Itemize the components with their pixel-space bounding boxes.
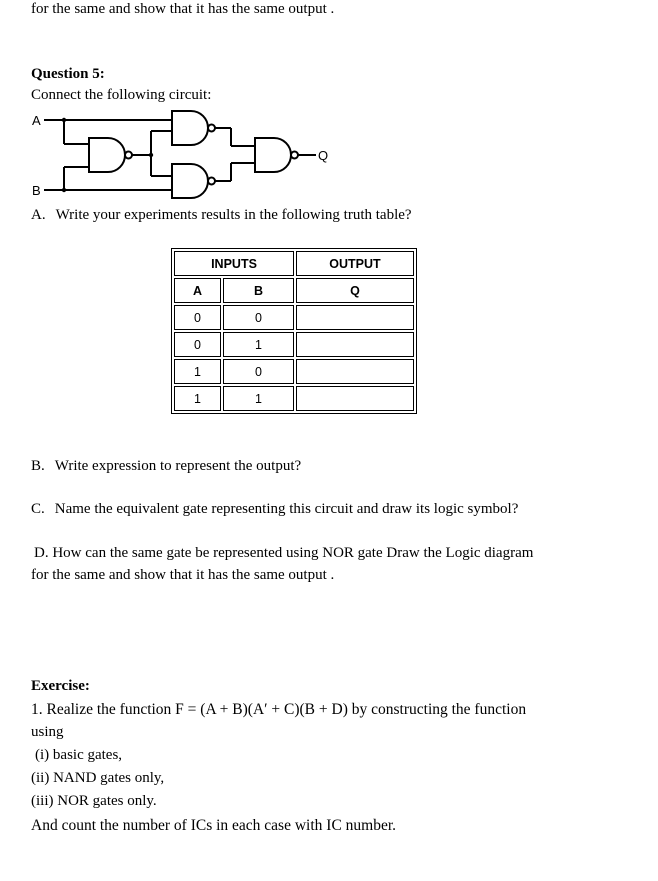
exercise-item1: (i) basic gates, [35, 747, 123, 763]
cell-b: 1 [223, 332, 294, 357]
cell-b: 0 [223, 305, 294, 330]
part-c-text: Name the equivalent gate representing this circuit and draw its logic symbol? [54, 501, 519, 517]
cell-a: 0 [174, 332, 221, 357]
col-q-header: Q [296, 278, 414, 303]
part-d-line2: for the same and show that it has the same output . [31, 567, 335, 583]
question-title: Question 5: [31, 66, 105, 82]
input-b-label: B [32, 183, 41, 198]
table-subheader-row [174, 278, 414, 303]
cell-q[interactable] [296, 305, 414, 330]
part-b-text: Write expression to represent the output? [54, 458, 302, 474]
part-b-letter: B. [31, 458, 45, 474]
part-d-line1: D. How can the same gate be represented using NOR gate Draw the Logic diagram [34, 545, 534, 561]
cell-a: 1 [174, 359, 221, 384]
col-a-header: A [174, 278, 221, 303]
table-header-row [174, 251, 414, 276]
truth-table [171, 248, 417, 414]
part-a-text: Write your experiments results in the following truth table? [55, 207, 412, 223]
cell-b: 0 [223, 359, 294, 384]
input-a-label: A [32, 113, 41, 128]
cell-q[interactable] [296, 359, 414, 384]
exercise-title: Exercise: [31, 678, 90, 694]
exercise-line1: 1. Realize the function F = (A + B)(A′ + C)(B + D) by constructing the function [31, 701, 527, 718]
nand-circuit-diagram [30, 106, 350, 201]
part-a-letter: A. [31, 207, 46, 223]
cell-q[interactable] [296, 332, 414, 357]
part-b [31, 458, 301, 475]
table-row [174, 305, 414, 330]
cell-a: 0 [174, 305, 221, 330]
part-c-letter: C. [31, 501, 45, 517]
part-a [31, 207, 412, 224]
output-header: OUTPUT [296, 251, 414, 276]
top-line: for the same and show that it has the same output . [31, 1, 335, 17]
table-row [174, 386, 414, 411]
cell-q[interactable] [296, 386, 414, 411]
exercise-line2: using [31, 724, 64, 740]
inputs-header: INPUTS [174, 251, 294, 276]
part-c [31, 501, 518, 518]
exercise-item2: (ii) NAND gates only, [31, 770, 165, 786]
cell-b: 1 [223, 386, 294, 411]
cell-a: 1 [174, 386, 221, 411]
table-row [174, 359, 414, 384]
question-instruction: Connect the following circuit: [31, 87, 212, 103]
col-b-header: B [223, 278, 294, 303]
output-q-label: Q [318, 148, 329, 163]
table-row [174, 332, 414, 357]
exercise-item3: (iii) NOR gates only. [31, 793, 157, 809]
exercise-line3: And count the number of ICs in each case with IC number. [31, 817, 397, 834]
